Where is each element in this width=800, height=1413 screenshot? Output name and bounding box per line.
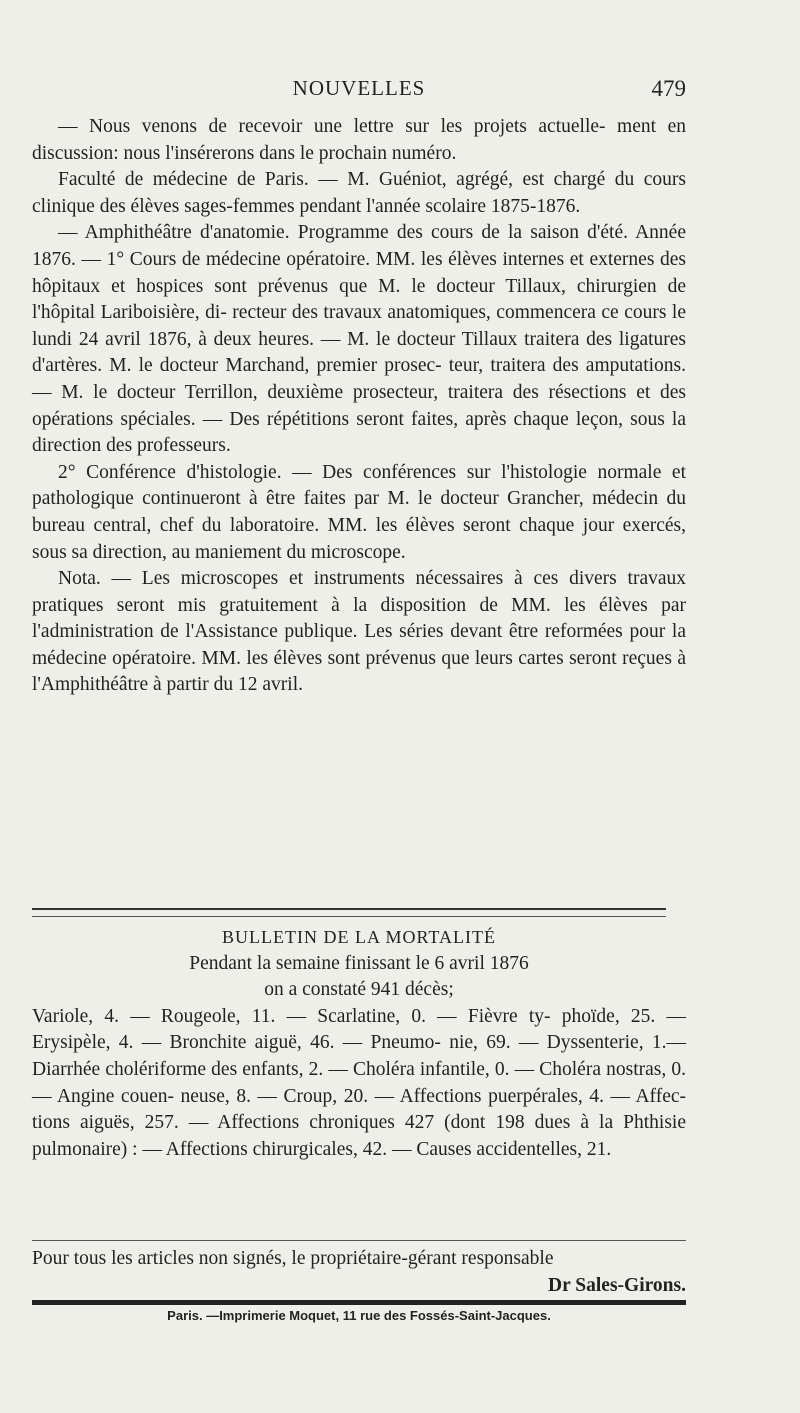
footer-rule [32,1300,686,1305]
bulletin-causes-text: Variole, 4. — Rougeole, 11. — Scarlatine, 0. — Fièvre ty- phoïde, 25. — Erysipèle, 4. — Bronchite aiguë, 46. — Pneumo- nie, 69. — Dyssenterie, 1.— Diarrhée cholériforme des enfants, 2. — Choléra infantile, 0. — Choléra nostras, 0. — Angine couen- neuse, 8. — Croup, 20. — Affections puerpérales, 4. — Affec- tions aiguës, 257. — Affections chroniques 427 (dont 198 dues à la Phthisie pulmonaire) : — Affections chirurgicales, 42. — Causes accidentelles, 21. [32,1005,686,1160]
mortality-bulletin [32,924,686,1163]
bulletin-subtitle-total: on a constaté 941 décès; [264,979,454,1001]
paragraph-histologie: 2° Conférence d'histologie. — Des conférences sur l'histologie normale et pathologique continueront à être faites par M. le docteur Grancher, médecin du bureau central, chef du laboratoire. MM. les élèves seront chaque jour exercés, sous sa direction, au maniement du microscope. [32,461,686,563]
bulletin-subtitle-week: Pendant la semaine finissant le 6 avril 1876 [189,952,529,974]
page-number: 479 [651,76,686,101]
closing-statement [32,1246,686,1299]
responsibility-note: Pour tous les articles non signés, le propriétaire-gérant responsable [32,1248,554,1269]
editor-signature: Dr Sales-Girons. [548,1274,686,1296]
bulletin-title: BULLETIN DE LA MORTALITÉ [222,927,496,947]
paragraph-faculte: Faculté de médecine de Paris. — M. Guéniot, agrégé, est chargé du cours clinique des élèves sages-femmes pendant l'année scolaire 1875-1876. [32,169,686,217]
news-section [32,114,686,699]
printer-imprint: Paris. —Imprimerie Moquet, 11 rue des Fossés-Saint-Jacques. [167,1308,551,1323]
paragraph-letter-notice: — Nous venons de recevoir une lettre sur les projets actuelle- ment en discussion: nous l'insérerons dans le prochain numéro. [32,116,686,164]
section-divider [32,908,666,917]
paragraph-amphitheatre: — Amphithéâtre d'anatomie. Programme des cours de la saison d'été. Année 1876. — 1° Cours de médecine opératoire. MM. les élèves internes et externes des hôpitaux et hospices sont prévenus que M. le docteur Tillaux, chirurgien de l'hôpital Lariboisière, di- recteur des travaux anatomiques, commencera ce cours le lundi 24 avril 1876, à deux heures. — M. le docteur Tillaux traitera des ligatures d'artères. M. le docteur Marchand, premier prosec- teur, traitera des amputations. — M. le docteur Terrillon, deuxième prosecteur, traitera des résections et des opérations spéciales. — Des répétitions seront faites, après chaque leçon, sous la direction des professeurs. [32,222,686,457]
paragraph-nota: Nota. — Les microscopes et instruments nécessaires à ces divers travaux pratiques seront mis gratuitement à la disposition de MM. les élèves par l'administration de l'Assistance publique. Les séries devant être reformées pour la médecine opératoire. MM. les élèves sont prévenus que leurs cartes seront reçues à l'Amphithéâtre à partir du 12 avril. [32,568,686,696]
closing-divider [32,1240,686,1241]
running-title: NOUVELLES [292,76,426,100]
page-header [32,76,686,106]
